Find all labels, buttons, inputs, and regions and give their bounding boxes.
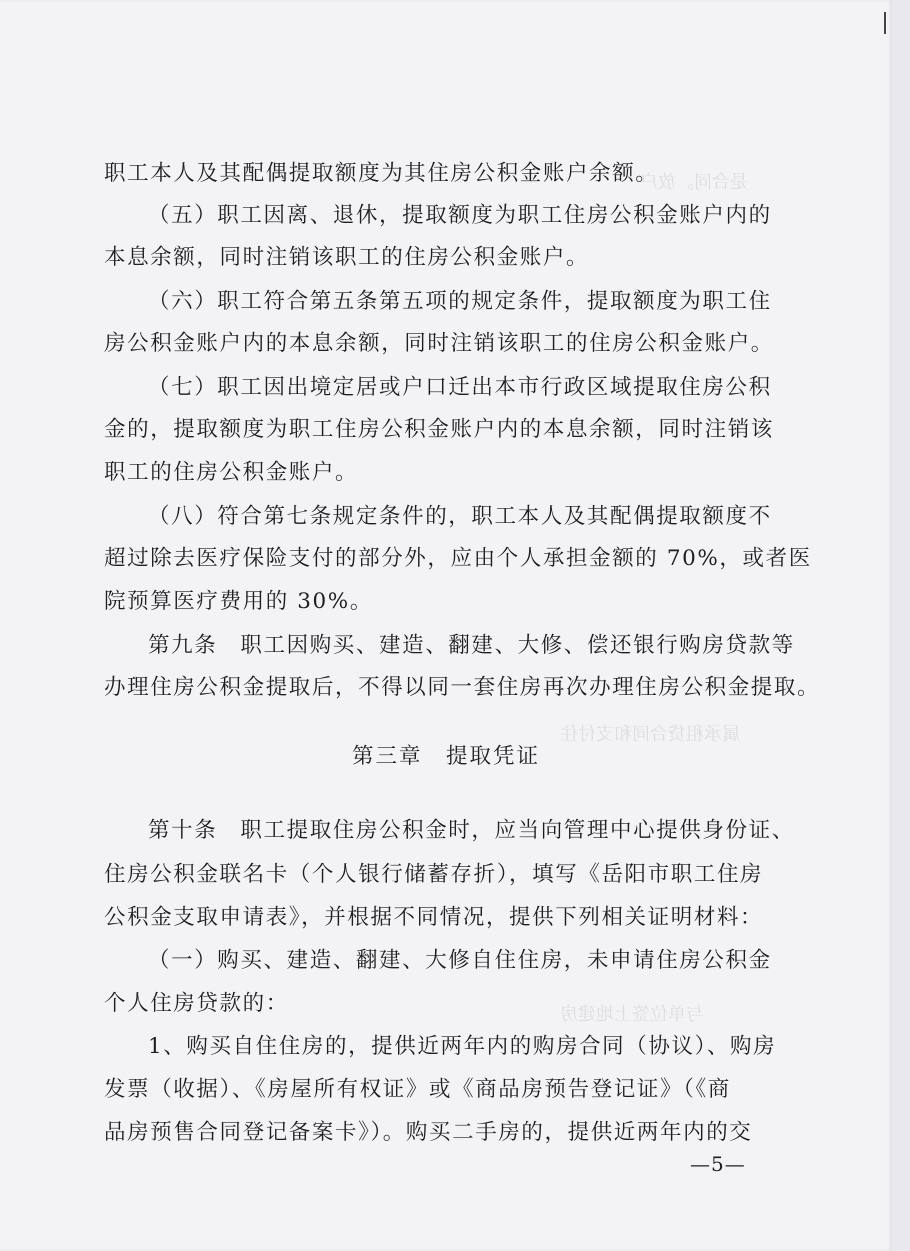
body-line: 本息余额，同时注销该职工的住房公积金账户。 xyxy=(104,245,590,270)
show-through-text: 是合同。放户 xyxy=(640,172,748,193)
page-number: —5— xyxy=(690,1152,746,1176)
body-line: 品房预售合同登记备案卡》）。购买二手房的，提供近两年内的交 xyxy=(104,1120,753,1145)
body-line: 院预算医疗费用的 30%。 xyxy=(104,589,373,614)
body-line: 超过除去医疗保险支付的部分外，应由个人承担金额的 70%，或者医 xyxy=(104,546,812,571)
body-line: （一）购买、建造、翻建、大修自住住房，未申请住房公积金 xyxy=(148,948,772,973)
body-line: 1、购买自住住房的，提供近两年内的购房合同（协议）、购房 xyxy=(148,1034,777,1059)
show-through-text: 与单位签上地建房 xyxy=(560,1004,704,1025)
body-line: 房公积金账户内的本息余额，同时注销该职工的住房公积金账户。 xyxy=(104,331,774,356)
body-line: 职工本人及其配偶提取额度为其住房公积金账户余额。 xyxy=(104,161,659,186)
body-line: 金的，提取额度为职工住房公积金账户内的本息余额，同时注销该 xyxy=(104,417,774,442)
article-line: 第十条 职工提取住房公积金时，应当向管理中心提供身份证、 xyxy=(148,818,795,843)
body-line: （七）职工因出境定居或户口迁出本市行政区域提取住房公积 xyxy=(148,375,772,400)
body-line: 公积金支取申请表》，并根据不同情况，提供下列相关证明材料： xyxy=(104,905,764,930)
body-line: 办理住房公积金提取后，不得以同一套住房再次办理住房公积金提取。 xyxy=(104,675,821,700)
body-line: （八）符合第七条规定条件的，职工本人及其配偶提取额度不 xyxy=(148,504,772,529)
article-line: 第九条 职工因购买、建造、翻建、大修、偿还银行购房贷款等 xyxy=(148,633,795,658)
body-line: 个人住房贷款的： xyxy=(104,991,289,1016)
scan-mark xyxy=(884,12,886,34)
body-line: （六）职工符合第五条第五项的规定条件，提取额度为职工住 xyxy=(148,289,772,314)
body-line: （五）职工因离、退休，提取额度为职工住房公积金账户内的 xyxy=(148,203,772,228)
body-line: 发票（收据）、《房屋所有权证》或《商品房预告登记证》（《商 xyxy=(104,1077,731,1102)
body-line: 职工的住房公积金账户。 xyxy=(104,460,359,485)
chapter-heading: 第三章 提取凭证 xyxy=(351,744,540,769)
show-through-text: 属承租贷合同和支付住 xyxy=(560,724,740,745)
body-line: 住房公积金联名卡（个人银行储蓄存折），填写《岳阳市职工住房 xyxy=(104,862,764,887)
